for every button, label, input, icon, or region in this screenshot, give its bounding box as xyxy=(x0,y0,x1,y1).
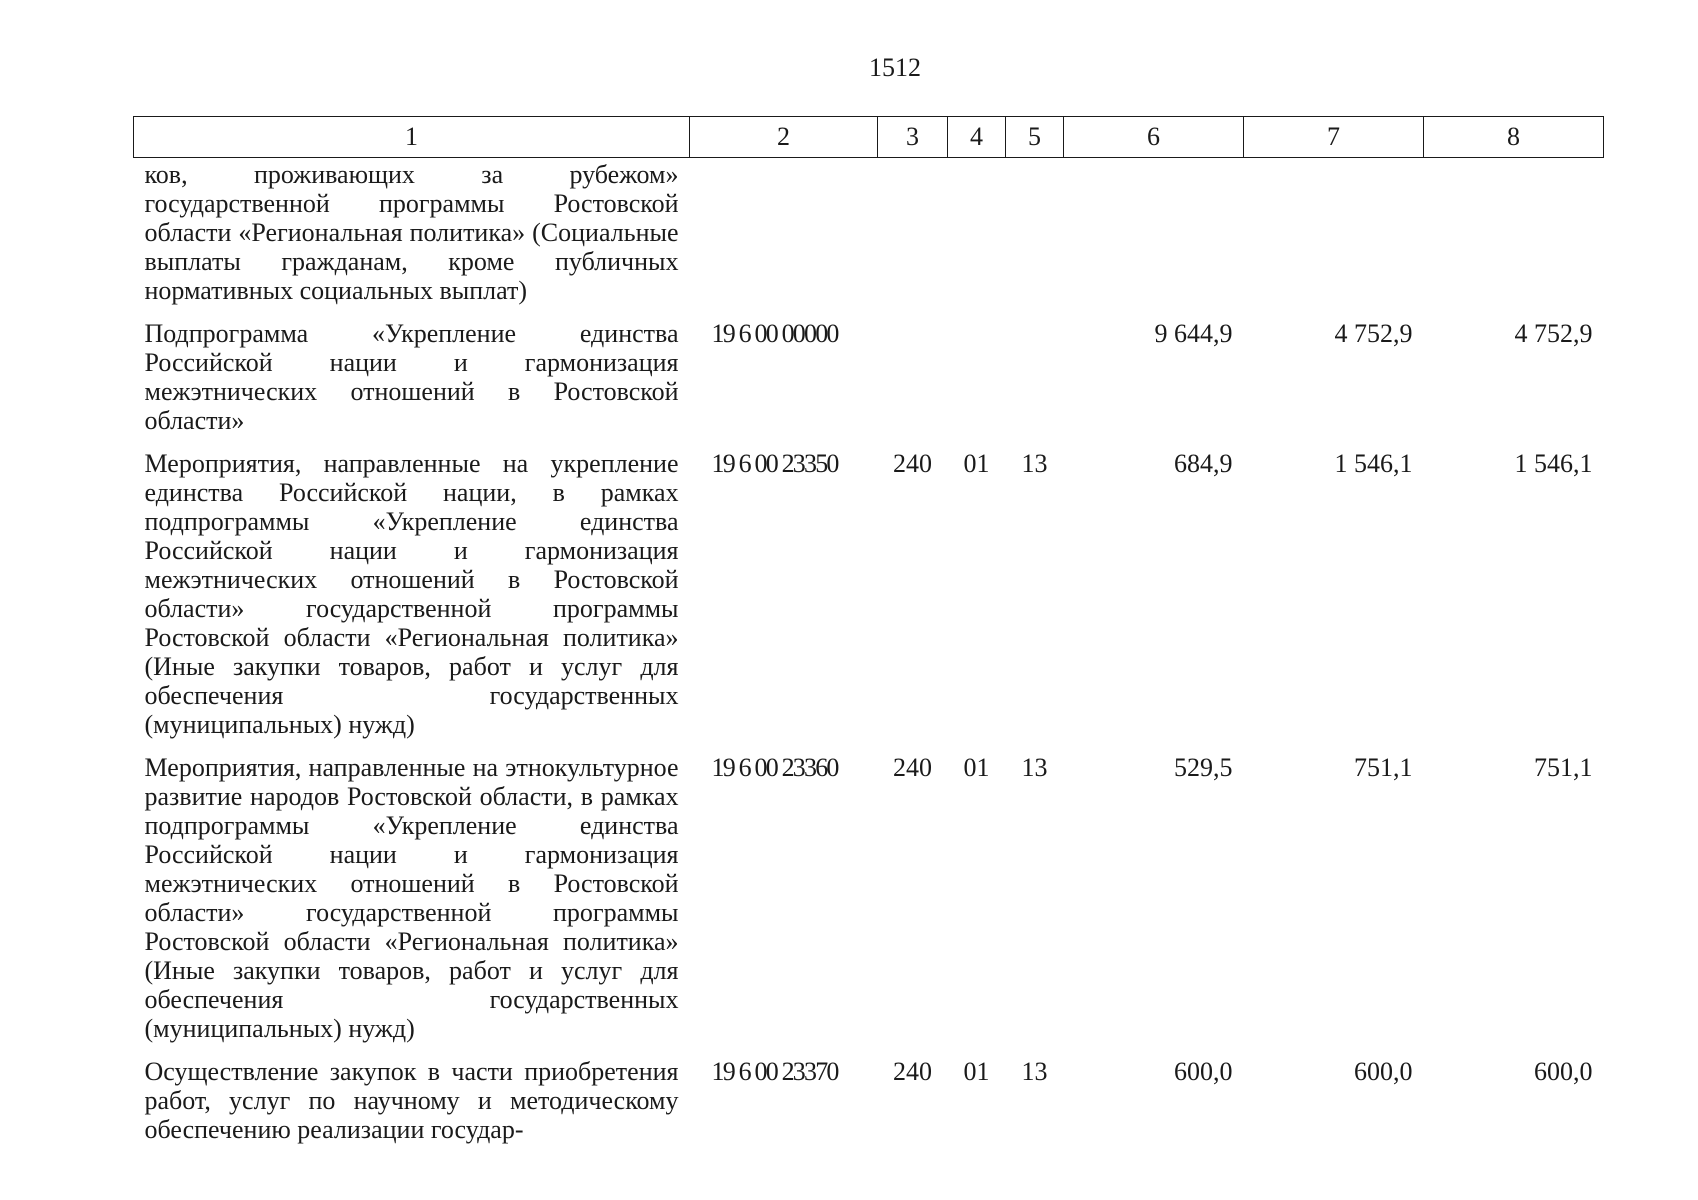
row-expense-type: 240 xyxy=(893,449,932,478)
row-expense-type: 240 xyxy=(893,753,932,782)
row-section: 01 xyxy=(963,1057,990,1086)
row-subsection: 13 xyxy=(1021,1057,1048,1086)
table-row xyxy=(134,445,1604,749)
row-amount-col-7: 751,1 xyxy=(1354,753,1413,782)
header-col-2: 2 xyxy=(690,117,878,158)
row-description: Мероприятия, направленные на этнокультурное развитие народов Ростовской области, в рамках подпрограммы «Укрепление единства Российской нации и гармонизация межэтнических отношений в Ростовской области» государственной программы Ростовской области «Региональная политика» (Иные закупки товаров, работ и услуг для обеспечения государственных (муниципальных) нужд) xyxy=(144,753,679,1043)
row-amount-col-7: 1 546,1 xyxy=(1334,449,1413,478)
row-amount-col-8: 600,0 xyxy=(1534,1057,1593,1086)
row-expense-type xyxy=(878,315,948,445)
row-target-code: 19 6 00 23350 xyxy=(711,449,838,478)
row-amount-col-6: 684,9 xyxy=(1174,449,1233,478)
row-target-code: 19 6 00 23370 xyxy=(711,1057,838,1086)
table-row xyxy=(134,315,1604,445)
row-target-code xyxy=(690,158,878,316)
row-section xyxy=(948,158,1006,316)
row-description: ков, проживающих за рубежом» государственной программы Ростовской области «Региональная политика» (Социальные выплаты гражданам, кроме публичных нормативных социальных выплат) xyxy=(144,160,679,305)
header-row xyxy=(134,117,1604,158)
row-amount-col-6 xyxy=(1064,158,1244,316)
header-col-7: 7 xyxy=(1244,117,1424,158)
budget-table xyxy=(133,116,1604,1154)
row-subsection xyxy=(1006,158,1064,316)
row-subsection: 13 xyxy=(1021,753,1048,782)
header-col-1: 1 xyxy=(134,117,690,158)
row-expense-type xyxy=(878,158,948,316)
table-row xyxy=(134,749,1604,1053)
table-body xyxy=(134,158,1604,1155)
row-amount-col-7: 4 752,9 xyxy=(1334,319,1413,348)
row-amount-col-8: 1 546,1 xyxy=(1514,449,1593,478)
row-description: Подпрограмма «Укрепление единства Российской нации и гармонизация межэтнических отношений в Ростовской области» xyxy=(144,319,679,435)
row-amount-col-8: 751,1 xyxy=(1534,753,1593,782)
row-amount-col-8 xyxy=(1424,158,1604,316)
row-description: Осуществление закупок в части приобретения работ, услуг по научному и методическому обеспечению реализации государ- xyxy=(144,1057,679,1144)
row-description: Мероприятия, направленные на укрепление единства Российской нации, в рамках подпрограммы «Укрепление единства Российской нации и гармонизация межэтнических отношений в Ростовской области» государственной программы Ростовской области «Региональная политика» (Иные закупки товаров, работ и услуг для обеспечения государственных (муниципальных) нужд) xyxy=(144,449,679,739)
header-col-6: 6 xyxy=(1064,117,1244,158)
row-amount-col-6: 529,5 xyxy=(1174,753,1233,782)
row-subsection: 13 xyxy=(1021,449,1048,478)
row-subsection xyxy=(1006,315,1064,445)
table-row xyxy=(134,1053,1604,1154)
header-col-8: 8 xyxy=(1424,117,1604,158)
row-target-code: 19 6 00 00000 xyxy=(711,319,838,348)
header-col-5: 5 xyxy=(1006,117,1064,158)
row-expense-type: 240 xyxy=(893,1057,932,1086)
row-section: 01 xyxy=(963,753,990,782)
row-amount-col-6: 9 644,9 xyxy=(1154,319,1233,348)
row-amount-col-7: 600,0 xyxy=(1354,1057,1413,1086)
row-amount-col-6: 600,0 xyxy=(1174,1057,1233,1086)
page-number: 1512 xyxy=(869,53,921,82)
header-col-4: 4 xyxy=(948,117,1006,158)
table-header xyxy=(134,117,1604,158)
row-section: 01 xyxy=(963,449,990,478)
row-amount-col-7 xyxy=(1244,158,1424,316)
table-row xyxy=(134,158,1604,316)
row-amount-col-8: 4 752,9 xyxy=(1514,319,1593,348)
row-section xyxy=(948,315,1006,445)
row-target-code: 19 6 00 23360 xyxy=(711,753,838,782)
header-col-3: 3 xyxy=(878,117,948,158)
